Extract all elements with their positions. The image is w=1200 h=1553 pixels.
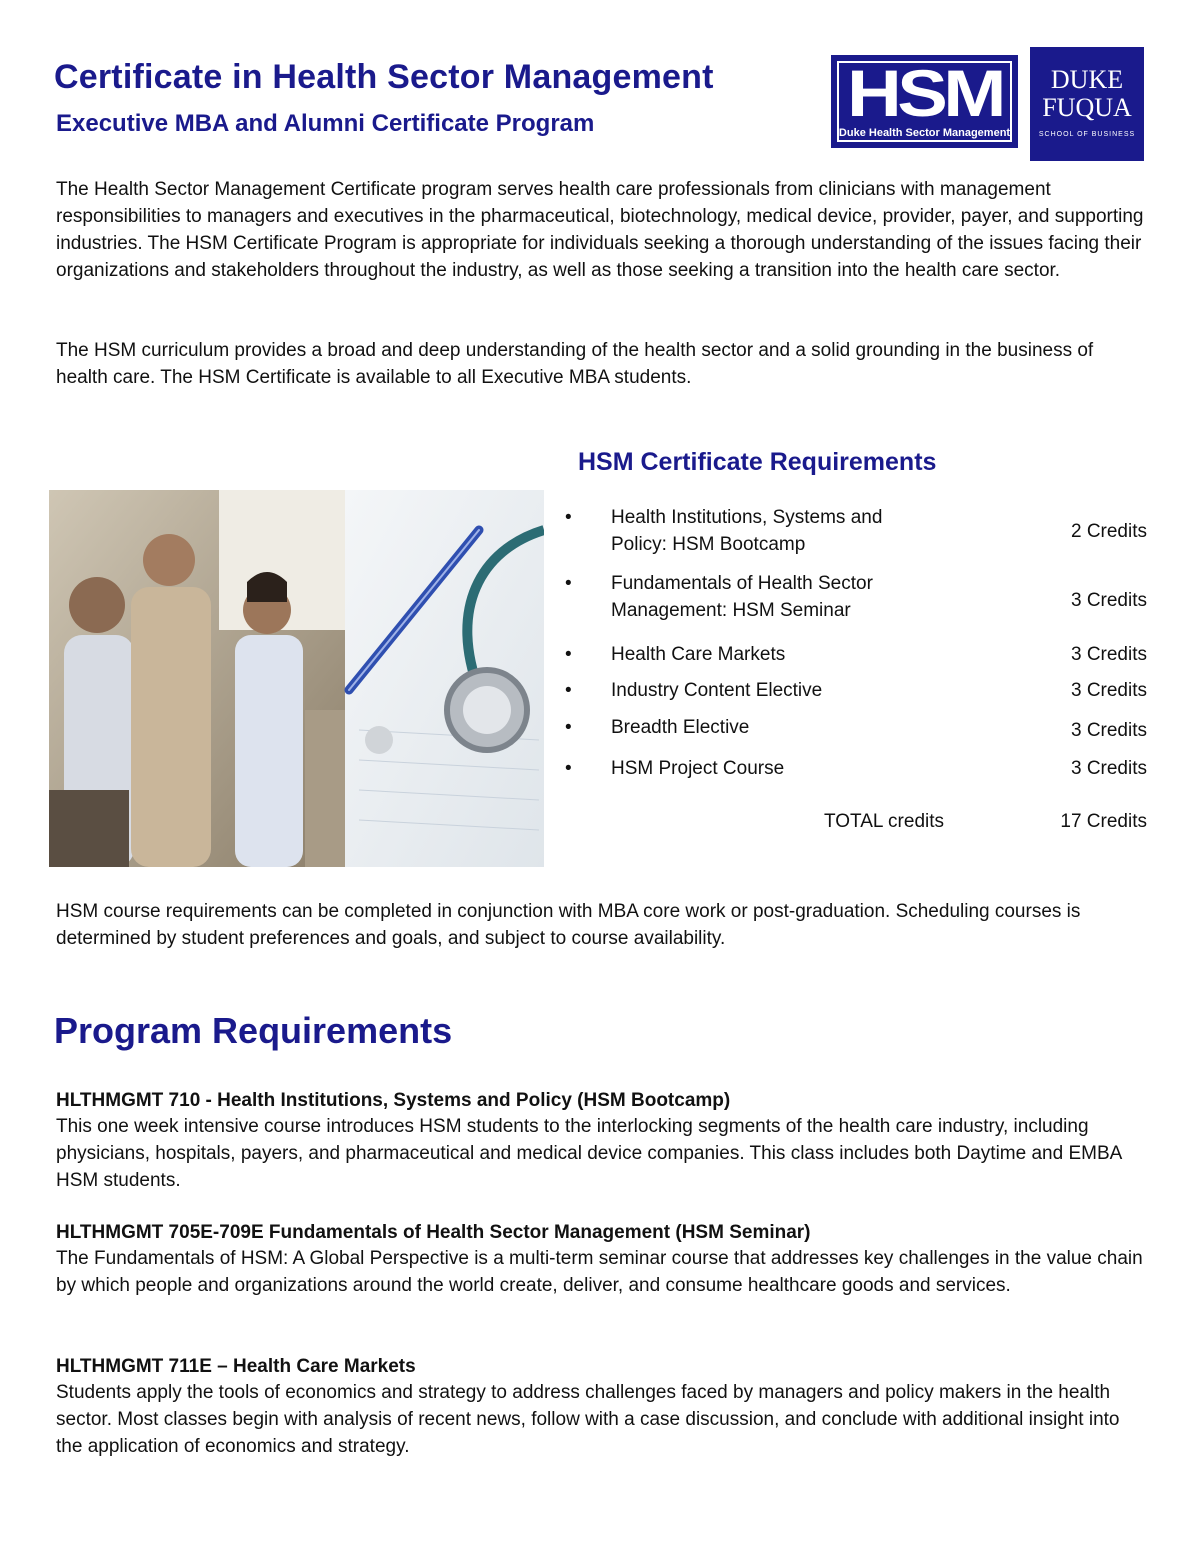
requirement-name: Health Institutions, Systems and Policy: HSM Bootcamp xyxy=(611,507,883,555)
course-description: Students apply the tools of economics and strategy to address challenges faced by managers and policy makers in the health sector. Most classes begin with analysis of recent news, follow with a case discussion, and conclude with additional insight into the application of economics and strategy. xyxy=(56,1382,1120,1457)
course-title: HLTHMGMT 711E – Health Care Markets xyxy=(56,1356,416,1377)
bullet-icon: • xyxy=(565,680,572,701)
requirement-credits: 3 Credits xyxy=(1070,680,1147,701)
course-title: HLTHMGMT 705E-709E Fundamentals of Health Sector Management (HSM Seminar) xyxy=(56,1222,811,1243)
requirement-credits: 3 Credits xyxy=(1070,758,1147,779)
course-description: The Fundamentals of HSM: A Global Perspective is a multi-term seminar course that addresses key challenges in the value chain by which people and organizations around the world create, deliver, and consume healthcare goods and services. xyxy=(56,1248,1143,1296)
requirement-credits: 3 Credits xyxy=(1070,590,1147,611)
hsm-logo-tagline: Duke Health Sector Management xyxy=(838,127,1011,139)
bullet-icon: • xyxy=(565,644,572,665)
duke-logo-line3: SCHOOL OF BUSINESS xyxy=(1038,131,1136,138)
hsm-logo xyxy=(831,55,1018,148)
total-credits-label: TOTAL credits xyxy=(824,811,945,832)
requirements-heading: HSM Certificate Requirements xyxy=(578,448,937,476)
bullet-icon: • xyxy=(565,507,572,528)
hsm-students-photo xyxy=(49,490,544,867)
intro-paragraph-1: The Health Sector Management Certificate program serves health care professionals from clinicians with management responsibilities to managers and executives in the pharmaceutical, biotechnology, medical device, provider, payer, and supporting industries. The HSM Certificate Program is appropriate for individuals seeking a thorough understanding of the issues facing their organizations and stakeholders throughout the industry, as well as those seeking a transition into the health care sector. xyxy=(56,179,1144,281)
course-title: HLTHMGMT 710 - Health Institutions, Systems and Policy (HSM Bootcamp) xyxy=(56,1090,731,1111)
bullet-icon: • xyxy=(565,573,572,594)
requirement-name: Breadth Elective xyxy=(611,717,750,738)
requirement-name: Health Care Markets xyxy=(611,644,786,665)
total-credits-value: 17 Credits xyxy=(1060,811,1147,832)
bullet-icon: • xyxy=(565,717,572,738)
course-description: This one week intensive course introduces HSM students to the interlocking segments of the health care industry, including physicians, hospitals, payers, and pharmaceutical and medical device companies. This class includes both Daytime and EMBA HSM students. xyxy=(56,1116,1122,1191)
requirement-name: HSM Project Course xyxy=(611,758,785,779)
page-title: Certificate in Health Sector Management xyxy=(54,58,714,96)
page-subtitle: Executive MBA and Alumni Certificate Program xyxy=(56,110,595,137)
requirement-credits: 2 Credits xyxy=(1070,521,1147,542)
duke-logo-line1: DUKE xyxy=(1050,65,1124,94)
requirement-credits: 3 Credits xyxy=(1070,644,1147,665)
scheduling-note: HSM course requirements can be completed in conjunction with MBA core work or post-graduation. Scheduling courses is determined by student preferences and goals, and subject to course availability. xyxy=(56,901,1081,949)
intro-paragraph-2: The HSM curriculum provides a broad and deep understanding of the health sector and a solid grounding in the business of health care. The HSM Certificate is available to all Executive MBA students. xyxy=(56,340,1094,388)
requirement-credits: 3 Credits xyxy=(1070,720,1147,741)
requirement-name: Fundamentals of Health Sector Management: HSM Seminar xyxy=(611,573,873,621)
program-requirements-title: Program Requirements xyxy=(54,1010,453,1051)
hsm-logo-letters: HSM xyxy=(847,56,1002,130)
requirement-name: Industry Content Elective xyxy=(611,680,823,701)
duke-logo-line2: FUQUA xyxy=(1042,93,1132,122)
duke-fuqua-logo xyxy=(1030,47,1144,161)
bullet-icon: • xyxy=(565,758,572,779)
